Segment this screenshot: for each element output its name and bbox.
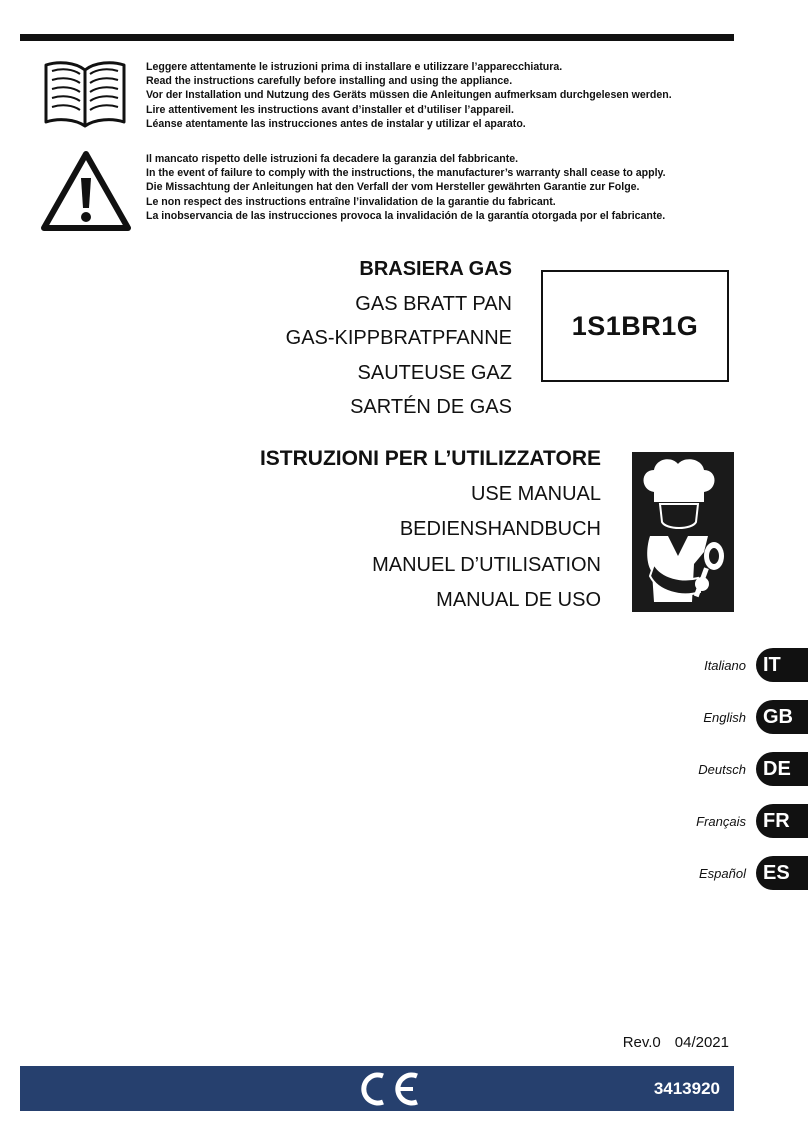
revision-info <box>623 1034 729 1051</box>
model-code: 1S1BR1G <box>571 310 699 341</box>
language-tab-gb[interactable] <box>703 700 808 734</box>
warning-triangle-icon <box>40 150 132 237</box>
manual-title-fr: MANUEL D’UTILISATION <box>372 553 601 576</box>
manual-title-it: ISTRUZIONI PER L’UTILIZZATORE <box>259 447 601 470</box>
warranty-notice <box>146 152 666 223</box>
language-tab-fr[interactable] <box>696 804 808 838</box>
language-tab-it[interactable] <box>704 648 808 682</box>
read-instructions-notice <box>146 60 672 131</box>
manual-title-es: MANUAL DE USO <box>436 589 601 611</box>
language-name: Español <box>699 865 746 881</box>
model-box <box>541 270 729 382</box>
language-name: Français <box>696 813 746 829</box>
language-tab-de[interactable] <box>698 752 808 786</box>
product-titles <box>286 252 512 425</box>
manual-title-gb: USE MANUAL <box>470 482 601 505</box>
language-code: GB <box>756 700 808 734</box>
product-title-it: BRASIERA GAS <box>359 258 512 280</box>
notice-line: In the event of failure to comply with the instructions, the manufacturer’s warranty shall cease to apply. <box>146 167 666 180</box>
notice-line: Read the instructions carefully before installing and using the appliance. <box>146 75 513 88</box>
product-title-fr: SAUTEUSE GAZ <box>357 361 512 384</box>
product-title-es: SARTÉN DE GAS <box>350 396 512 418</box>
top-rule <box>20 34 734 41</box>
product-title-de: GAS-KIPPBRATPFANNE <box>285 327 512 349</box>
notice-line: Léanse atentamente las instrucciones antes de instalar y utilizar el aparato. <box>146 117 526 130</box>
ce-mark-icon <box>351 1070 423 1113</box>
open-book-icon <box>40 56 130 133</box>
notice-line: Vor der Installation und Nutzung des Geräts müssen die Anleitungen aufmerksam durchgelesen werden. <box>146 89 672 102</box>
product-title-gb: GAS BRATT PAN <box>355 292 512 315</box>
language-name: Italiano <box>704 657 746 673</box>
revision-date: 04/2021 <box>674 1034 729 1051</box>
notice-line: Lire attentivement les instructions avant d’installer et d’utiliser l’appareil. <box>146 103 514 116</box>
notice-line: La inobservancia de las instrucciones provoca la invalidación de la garantía otorgada por el fabricante. <box>146 209 666 222</box>
footer-bar <box>20 1066 734 1111</box>
notice-line: Il mancato rispetto delle istruzioni fa decadere la garanzia del fabbricante. <box>146 153 519 165</box>
language-code: IT <box>756 648 808 682</box>
notice-line: Le non respect des instructions entraîne l’invalidation de la garantie du fabricant. <box>146 195 556 208</box>
chef-icon <box>632 452 734 612</box>
language-tab-es[interactable] <box>699 856 808 890</box>
language-name: English <box>703 709 746 725</box>
notice-line: Die Missachtung der Anleitungen hat den Verfall der vom Hersteller gewährten Garantie zur Folge. <box>146 181 640 194</box>
language-code: FR <box>756 804 808 838</box>
notice-line: Leggere attentamente le istruzioni prima di installare e utilizzare l’apparecchiatura. <box>146 61 563 73</box>
manual-title-de: BEDIENSHANDBUCH <box>399 518 601 540</box>
revision-number: Rev.0 <box>622 1034 661 1051</box>
document-code: 3413920 <box>653 1079 720 1098</box>
language-name: Deutsch <box>698 761 746 777</box>
manual-titles <box>260 441 601 619</box>
language-code: ES <box>756 856 808 890</box>
language-code: DE <box>756 752 808 786</box>
